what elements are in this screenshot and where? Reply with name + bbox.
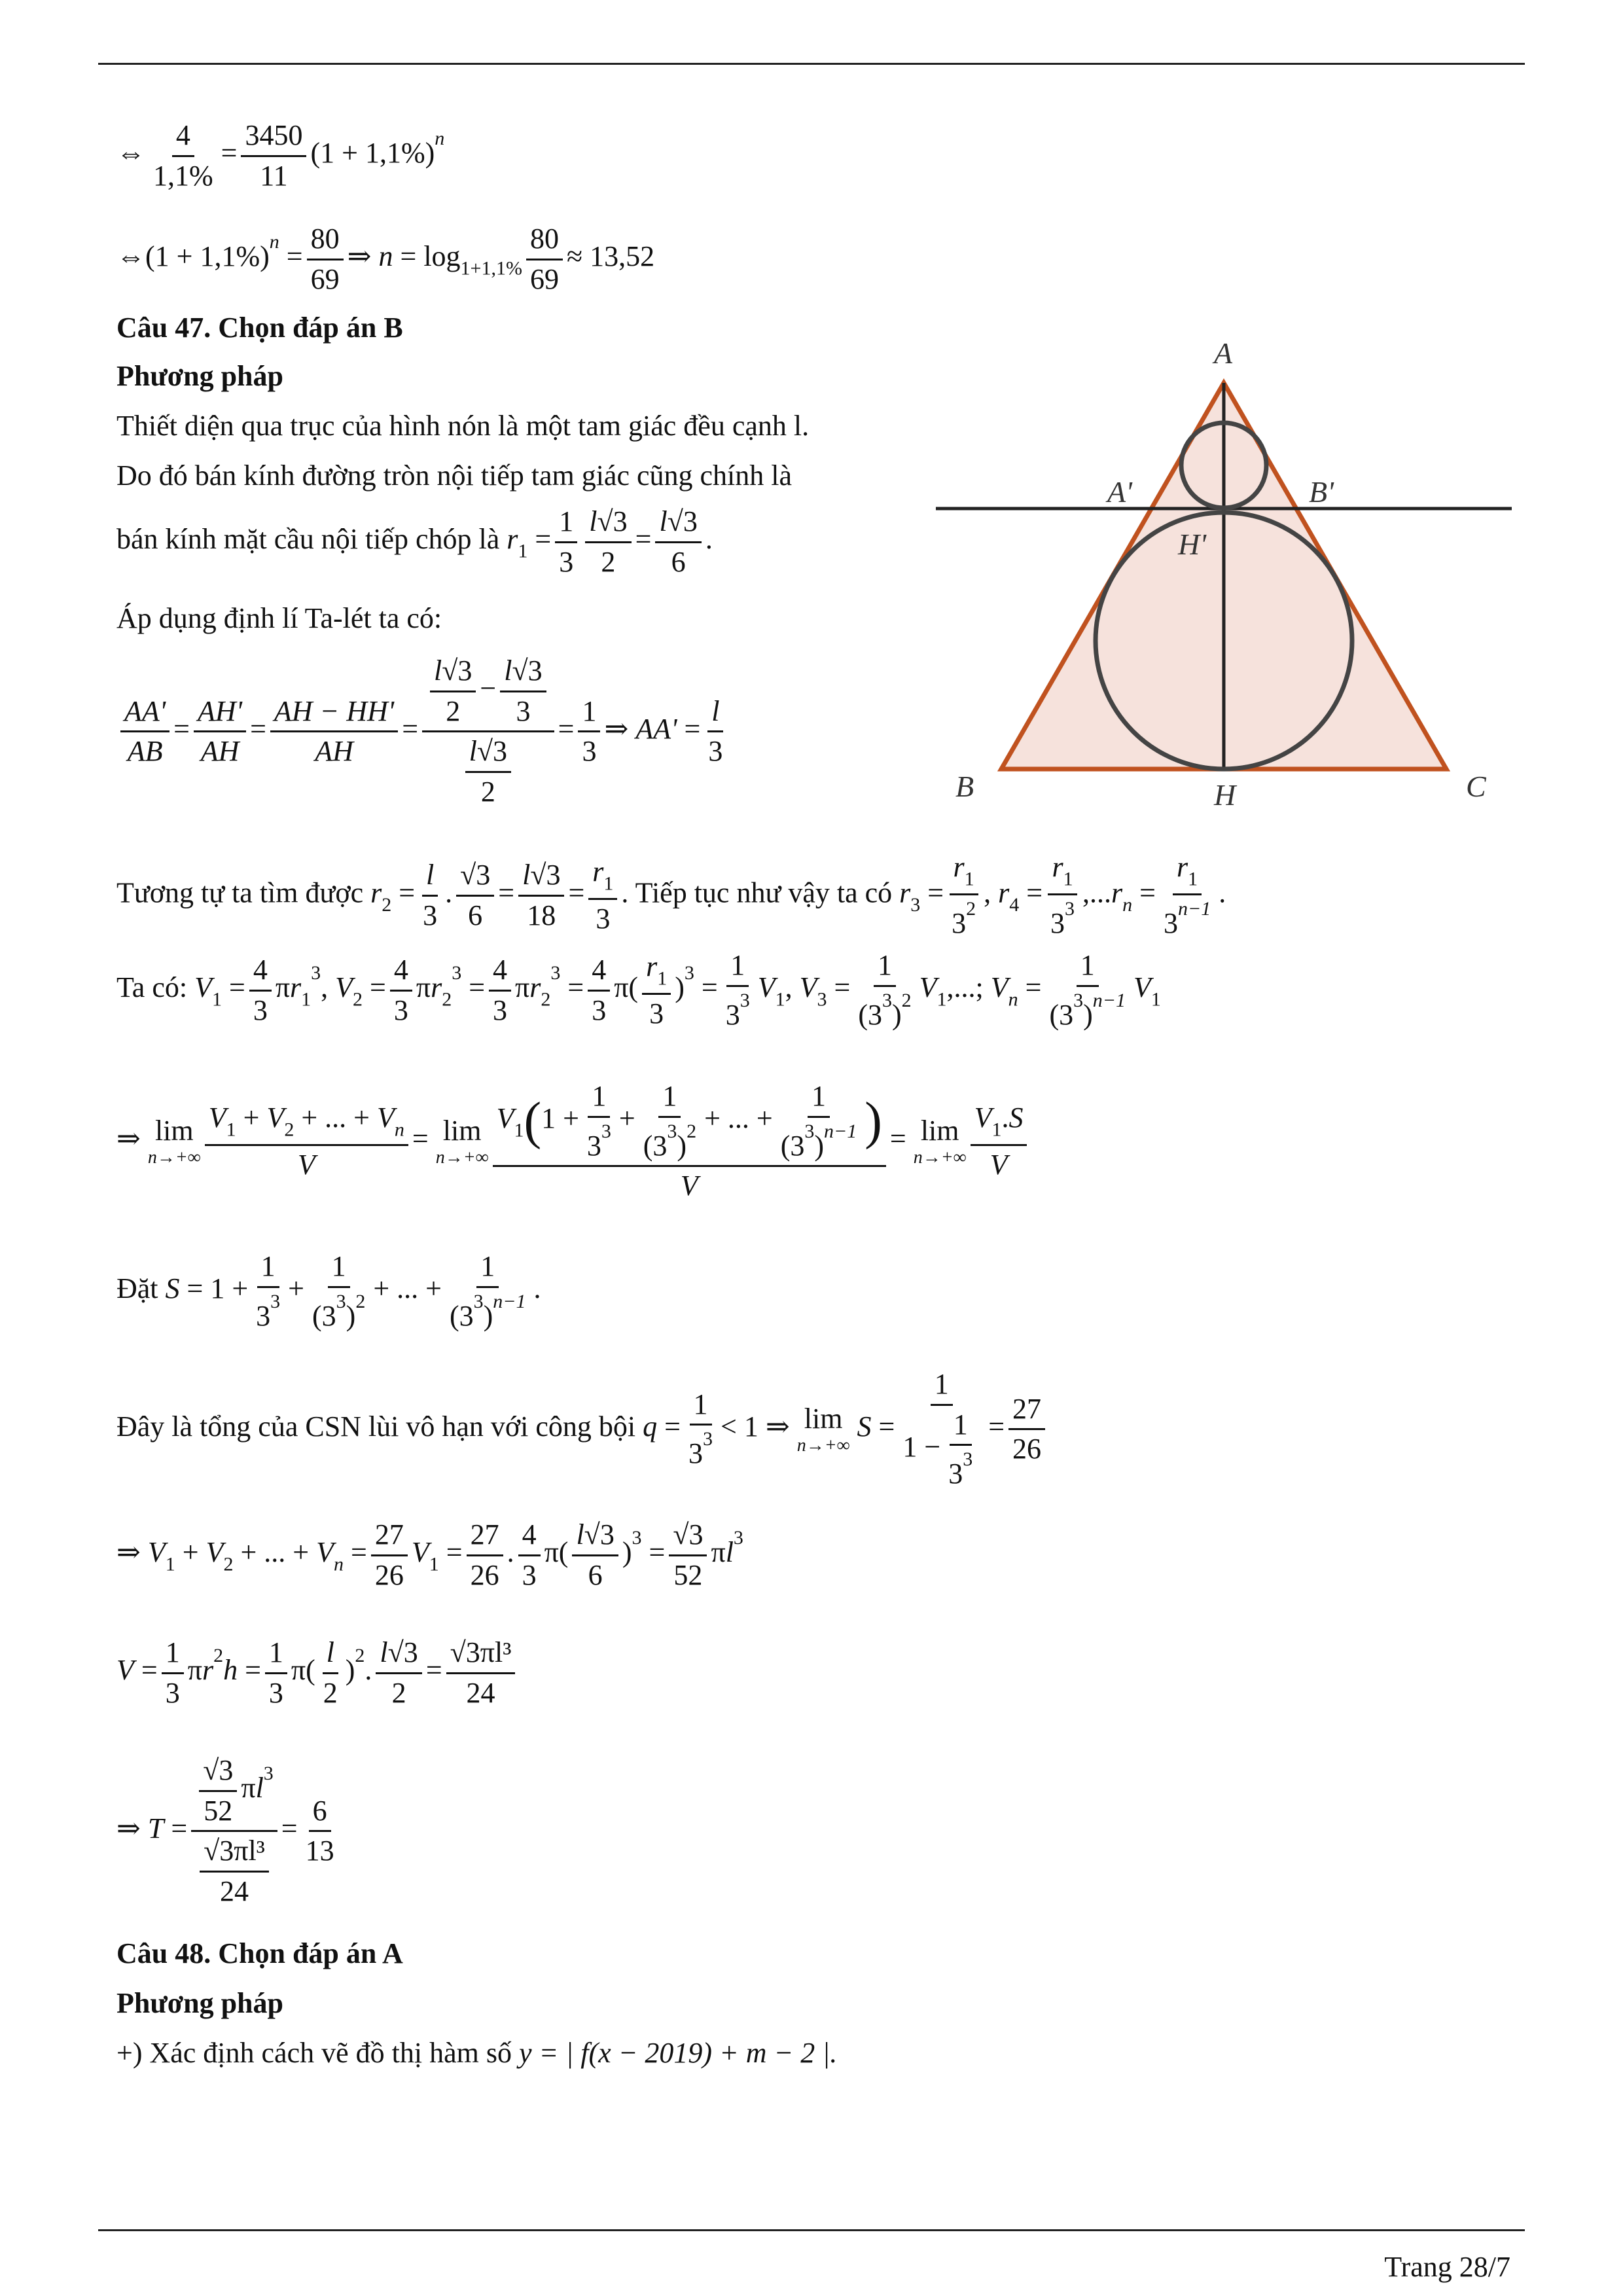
- label-h: H: [1214, 778, 1236, 812]
- q47-heading: Câu 47. Chọn đáp án B: [116, 312, 403, 344]
- q47-volumes: Ta có: $V_1$ = $\frac{4}{3}$ $\pi r_1^3$, $V_2$ = $\frac{4}{3}$ $\pi r_2^3$ = $\frac{4}{3}$ $\pi r_2^3$ = $\frac{4}{3}$ π( $\frac{r_1}{3}$ )$^3$ = $\frac{1}{3^3}$ $V_1$, $V_3$ = $\frac{1}{(3^3)^2}$ $V_1$,...; $V_n$ = $\frac{1}{(3^3)^{n-1}}$ $V_1$: [116, 949, 1161, 1031]
- q47-final-ratio: ⇒ T = $\frac{√3}{52}$ $\pi l^3$ $\frac{\text{√3πl³}}{24}$ = $\frac{6}{13}$: [116, 1754, 334, 1907]
- q47-define-s: Đặt S = 1 + $\frac{1}{3^3}$ + $\frac{1}{(3^3)^2}$ + ... + $\frac{1}{(3^3)^{n-1}}$ .: [116, 1250, 541, 1332]
- q47-similar-radii: Tương tự ta tìm được $r_2$ = $\frac{l}{3}$ . $\frac{√3}{6}$ = $\frac{l√3}{18}$ = $\frac{r_1}{3}$ . Tiếp tục như vậy ta có $r_3$ = $\frac{r_1}{3^2}$ , $r_4$ = $\frac{r_1}{3^3}$ $,...r_n$ = $\frac{r_1}{3^{n-1}}$ .: [116, 851, 1226, 939]
- q48-paragraph-1: +) Xác định cách vẽ đồ thị hàm số y = | f(x − 2019) + m − 2 |.: [116, 2037, 838, 2069]
- q47-paragraph-1: Thiết diện qua trục của hình nón là một tam giác đều cạnh l.: [116, 410, 810, 442]
- q47-geometric-series: Đây là tổng của CSN lùi vô hạn với công bội q = $\frac{1}{3^3}$ < 1 ⇒ lim n→+∞ S = 1 1 − $\frac{1}{3^3}$ = $\frac{27}{26}$: [116, 1368, 1049, 1491]
- q47-sum-volumes: ⇒ $V_1 + V_2$ + ... + $V_n$ = $\frac{27}{26}$ $V_1$ = $\frac{27}{26}$ . $\frac{4}{3}$ π( $\frac{l√3}{6}$ )$^3$ = $\frac{√3}{52}$ $\pi l^3$: [116, 1518, 743, 1591]
- page-number: Trang 28/7: [1384, 2251, 1510, 2283]
- label-a-prime: A': [1107, 475, 1132, 509]
- label-a: A: [1214, 336, 1233, 370]
- q47-cone-volume: V = $\frac{1}{3}$ $\pi r^2h$ = $\frac{1}{3}$ π( $\frac{l}{2}$ )$^2$. $\frac{l√3}{2}$ = $\frac{\text{√3πl³}}{24}$: [116, 1636, 519, 1710]
- cone-cross-section-figure: [936, 331, 1512, 821]
- equation-step-1: ⇔ $\frac{4}{1,1\%}$ = $\frac{3450}{11}$ $(1 + 1,1\%)^n$: [116, 119, 445, 192]
- q47-method: Phương pháp: [116, 360, 283, 392]
- equation-step-2: ⇔(1 + 1,1%)$^n$ = $\frac{80}{69}$ ⇒ $n = \log_{1+1,1\%}$ $\frac{80}{69}$ ≈ 13,52: [116, 223, 655, 295]
- q48-method: Phương pháp: [116, 1987, 283, 2019]
- label-h-prime: H': [1178, 528, 1207, 561]
- footer-rule: [98, 2229, 1525, 2231]
- label-b-prime: B': [1309, 475, 1334, 509]
- q47-paragraph-2: Do đó bán kính đường tròn nội tiếp tam giác cũng chính là: [116, 459, 793, 492]
- q48-formula: y = | f(x − 2019) + m − 2 |.: [518, 2037, 838, 2069]
- q47-paragraph-4: Áp dụng định lí Ta-lét ta có:: [116, 602, 442, 634]
- q47-limit-ratio: ⇒ lim n→+∞ $\frac{V_1 + V_2 + ... + V_n}{V}$ = lim n→+∞ $V_1(1$ + $\frac{1}{3^3}$ + $\frac{1}{(3^3)^2}$ + ... + $\frac{1}{(3^3)^{n-1}}$ ) V = lim n→+∞ $\frac{V_1.S}{V}$: [116, 1080, 1031, 1203]
- q48-heading: Câu 48. Chọn đáp án A: [116, 1937, 403, 1969]
- label-b: B: [955, 770, 974, 803]
- q47-thales-equation: $\frac{AA'}{AB}$ = $\frac{AH'}{AH}$ = $\frac{AH - HH'}{AH}$ = $\frac{l√3}{2}$ − $\frac{l√3}{3}$ $\frac{l√3}{2}$ = $\frac{1}{3}$ ⇒ AA' = $\frac{l}{3}$: [116, 655, 730, 808]
- label-c: C: [1466, 770, 1486, 803]
- header-rule: [98, 63, 1525, 65]
- q47-radius-line: bán kính mặt cầu nội tiếp chóp là $r_1$ = $\frac{1}{3}$ $\frac{l√3}{2}$ = $\frac{l√3}{6}$ .: [116, 505, 713, 578]
